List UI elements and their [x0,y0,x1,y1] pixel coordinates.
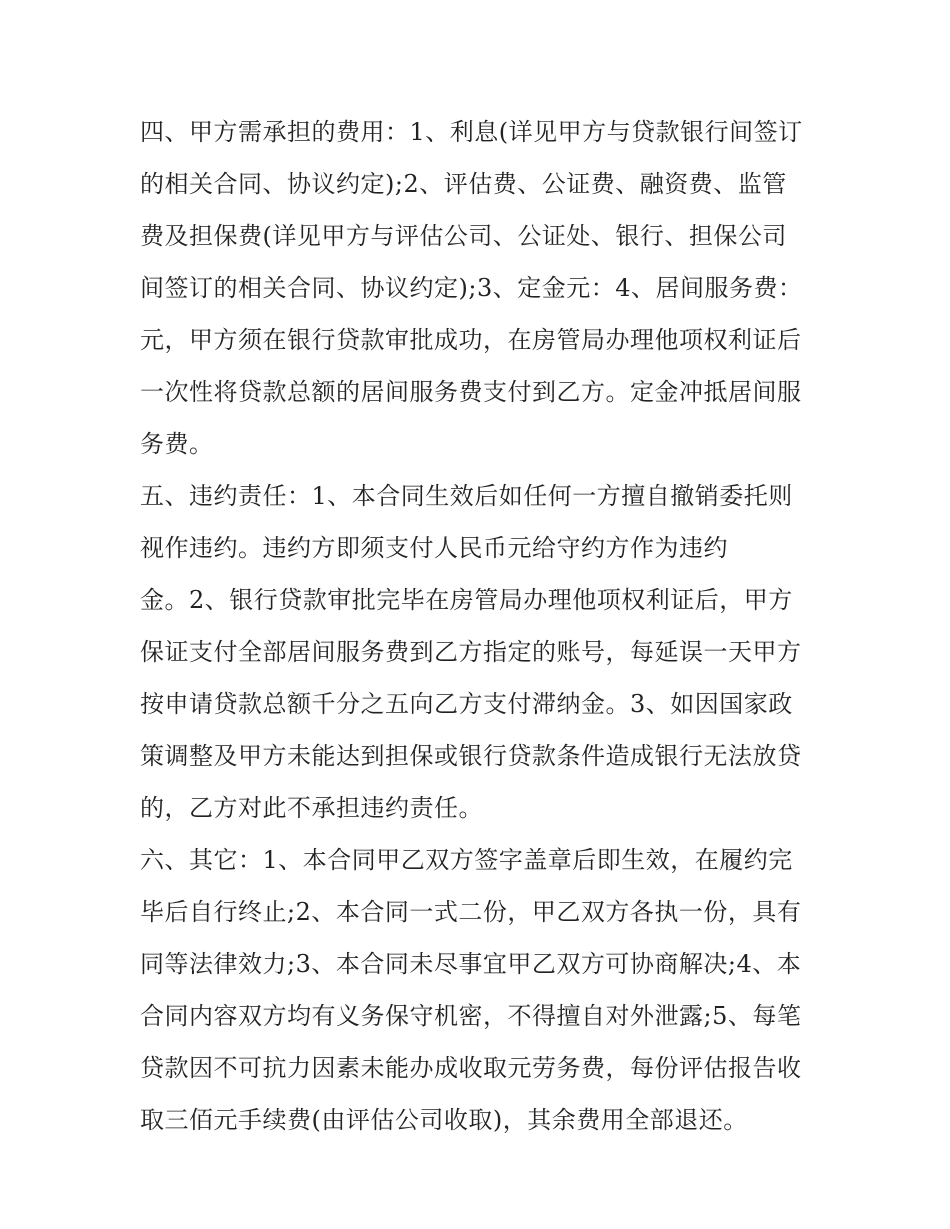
text-line: 视作违约。违约方即须支付人民币元给守约方作为违约 [140,534,728,562]
text-line: 四、甲方需承担的费用：1、利息(详见甲方与贷款银行间签订 [140,118,803,146]
text-line: 策调整及甲方未能达到担保或银行贷款条件造成银行无法放贷 [140,742,802,770]
text-line: 五、违约责任：1、本合同生效后如任何一方擅自撤销委托则 [140,482,793,510]
text-line: 一次性将贷款总额的居间服务费支付到乙方。定金冲抵居间服 [140,378,802,406]
text-line: 的相关合同、协议约定);2、评估费、公证费、融资费、监管 [140,170,787,198]
text-line: 保证支付全部居间服务费到乙方指定的账号，每延误一天甲方 [140,638,802,666]
text-line: 取三佰元手续费(由评估公司收取)，其余费用全部退还。 [140,1106,748,1134]
text-line: 贷款因不可抗力因素未能办成收取元劳务费，每份评估报告收 [140,1054,802,1082]
text-line: 元，甲方须在银行贷款审批成功，在房管局办理他项权利证后 [140,326,802,354]
document-body [140,106,820,1146]
text-line: 的，乙方对此不承担违约责任。 [140,794,483,822]
text-line: 费及担保费(详见甲方与评估公司、公证处、银行、担保公司 [140,222,787,250]
text-line: 务费。 [140,430,214,458]
text-line: 间签订的相关合同、协议约定);3、定金元：4、居间服务费： [140,274,803,302]
text-line: 按申请贷款总额千分之五向乙方支付滞纳金。3、如因国家政 [140,690,793,718]
text-line: 毕后自行终止;2、本合同一式二份，甲乙双方各执一份，具有 [140,898,802,926]
text-line: 六、其它：1、本合同甲乙双方签字盖章后即生效，在履约完 [140,846,793,874]
text-line: 合同内容双方均有义务保守机密，不得擅自对外泄露;5、每笔 [140,1002,802,1030]
text-line: 金。2、银行贷款审批完毕在房管局办理他项权利证后，甲方 [140,586,793,614]
text-line: 同等法律效力;3、本合同未尽事宜甲乙双方可协商解决;4、本 [140,950,802,978]
